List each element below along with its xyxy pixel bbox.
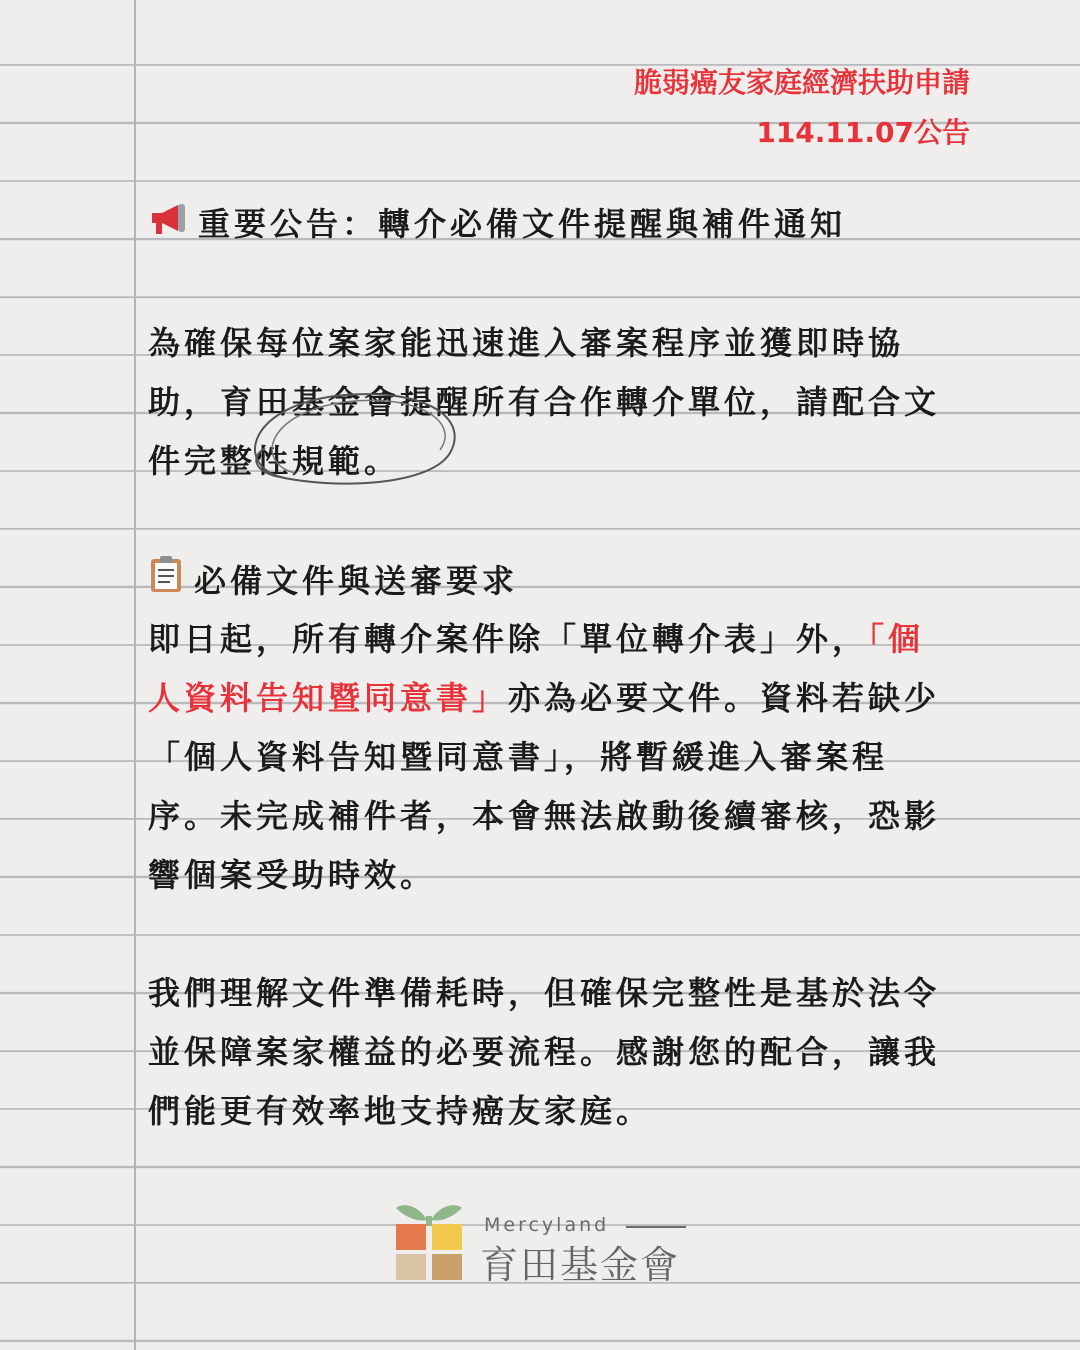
clipboard-icon <box>148 554 184 612</box>
closing-paragraph: 我們理解文件準備耗時，但確保完整性是基於法令並保障案家權益的必要流程。感謝您的配合，讓我們能更有效率地支持癌友家庭。 <box>148 974 941 1130</box>
requirements-text-after: 亦為必要文件。資料若缺少「個人資料告知暨同意書」，將暫緩進入審案程序。未完成補件者，本會無法啟動後續審核，恐影響個案受助時效。 <box>148 679 941 894</box>
requirements-heading-text: 必備文件與送審要求 <box>194 562 519 600</box>
logo-mark-icon <box>394 1198 464 1284</box>
required-document-highlight: 「個人資料告知暨同意書」 <box>148 620 925 717</box>
notebook-margin-line <box>134 0 136 1350</box>
megaphone-icon <box>148 197 188 255</box>
notice-heading <box>148 195 948 255</box>
header-title: 脆弱癌友家庭經濟扶助申請 <box>633 66 970 99</box>
logo-divider <box>626 1226 686 1228</box>
logo-chinese-name: 育田基金會 <box>480 1243 681 1287</box>
header <box>634 58 970 158</box>
mercyland-logo <box>394 1198 704 1288</box>
notice-heading-text: 重要公告：轉介必備文件提醒與補件通知 <box>198 205 847 243</box>
logo-latin-name: Mercyland <box>484 1214 610 1236</box>
requirements-body <box>148 610 948 905</box>
requirements-text-before: 即日起，所有轉介案件除「單位轉介表」外， <box>148 620 869 658</box>
requirements-heading <box>148 552 948 612</box>
header-date: 114.11.07公告 <box>756 116 970 149</box>
notice-intro: 為確保每位案家能迅速進入審案程序並獲即時協助，育田基金會提醒所有合作轉介單位，請配合文件完整性規範。 <box>148 324 941 480</box>
